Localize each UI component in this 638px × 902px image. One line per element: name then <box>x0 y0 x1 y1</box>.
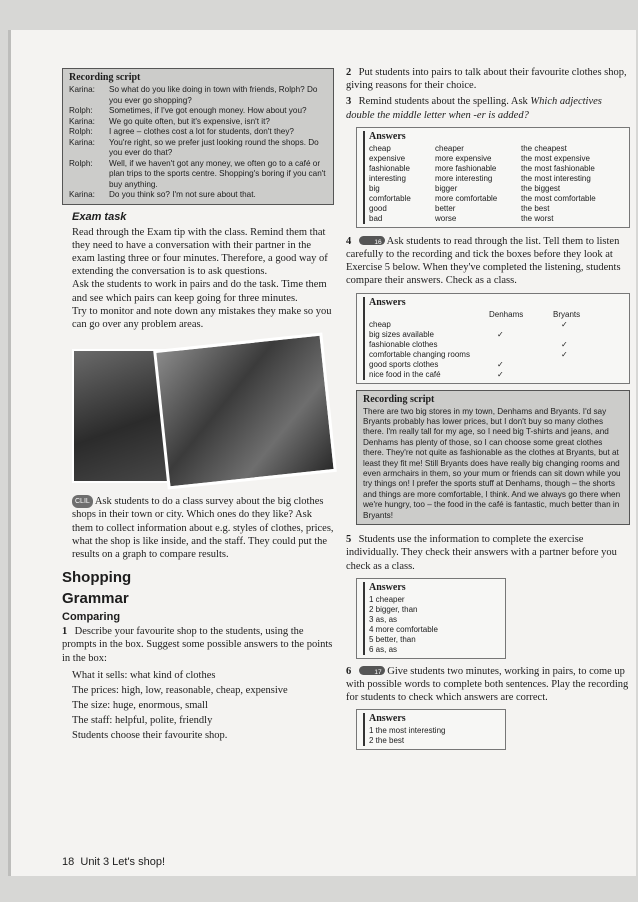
tick-mark <box>553 360 586 370</box>
exercise-4 <box>346 235 630 288</box>
dialogue-text: You're right, so we prefer just looking round the shops. Do you ever do that? <box>109 137 319 157</box>
recording-script-text: There are two big stores in my town, Denhams and Bryants. I'd say Bryants probably has lower prices, but I don't buy so many clothes there. I'm really tall for my age, so I need big T-shirts and jeans, and Denhams has plenty of those, so I can choose some great clothes there. They're not quite as fashionable as the clothes at Bryants, but at least they fit me! Still Bryants does have really big changing rooms and even armchairs in them, so your mum or friends can sit down while you try things on! I prefer the sports stuff at Denhams, though – the shorts and things are more comfortable, I think. And we always go there when we're hungry, too – the food in the café is fantastic, much better than in Bryants! <box>363 406 621 520</box>
table-cell: the biggest <box>521 183 561 193</box>
comparatives-table <box>369 144 602 224</box>
table-row <box>369 330 586 340</box>
table-cell <box>369 310 489 320</box>
exercise-number: 6 <box>346 665 352 677</box>
table-row <box>369 164 602 174</box>
table-cell: fashionable <box>369 163 410 173</box>
left-column <box>62 68 334 743</box>
tick-mark: ✓ <box>561 339 568 349</box>
tick-table <box>369 310 586 380</box>
column-header: Denhams <box>489 309 524 319</box>
section-title: Shopping <box>62 569 132 587</box>
table-cell: the worst <box>521 213 554 223</box>
section-subtitle: Grammar <box>62 590 129 608</box>
answer-item: 2 the best <box>369 736 405 746</box>
table-row <box>369 340 586 350</box>
answer-item: 1 cheaper <box>369 594 405 604</box>
speaker-name: Karina: <box>69 116 95 126</box>
tick-mark <box>553 370 586 380</box>
tick-mark: ✓ <box>561 319 568 329</box>
exercise-3 <box>346 95 630 121</box>
table-row <box>369 350 586 360</box>
answer-item: 1 the most interesting <box>369 726 446 736</box>
table-row <box>369 184 602 194</box>
dialogue-line <box>69 138 328 159</box>
dialogue-line <box>69 85 328 106</box>
table-cell: more expensive <box>435 153 492 163</box>
table-row <box>369 204 602 214</box>
tick-mark: ✓ <box>497 369 504 379</box>
photo-store-interior <box>153 333 337 490</box>
tick-mark <box>553 330 586 340</box>
section-subhead: Comparing <box>62 611 121 624</box>
unit-title: Unit 3 Let's shop! <box>80 856 166 868</box>
table-row <box>369 370 586 380</box>
exam-task-paragraph: Ask the students to work in pairs and do the task. Time them and see which pairs can keep going for three minutes. <box>72 279 327 304</box>
prompt-list <box>62 668 334 743</box>
table-cell: bad <box>369 213 383 223</box>
answer-item: 3 as, as <box>369 614 398 624</box>
table-row <box>369 154 602 164</box>
clil-badge: CLIL <box>72 495 93 508</box>
answer-item: 6 as, as <box>369 644 398 654</box>
row-label: fashionable clothes <box>369 339 438 349</box>
table-cell: the most expensive <box>521 153 590 163</box>
exercise-number: 4 <box>346 235 352 247</box>
tick-mark <box>489 350 553 360</box>
exercise-text: Describe your favourite shop to the students, using the prompts in the box. Suggest some possible answers to the points in the box: <box>62 626 333 664</box>
exercise-2 <box>346 66 630 92</box>
answers-title: Answers <box>369 130 406 142</box>
dialogue-text: Sometimes, if I've got enough money. How about you? <box>109 106 307 115</box>
prompt-item: The staff: helpful, polite, friendly <box>72 714 213 726</box>
table-cell: the most fashionable <box>521 163 595 173</box>
dialogue-text: I agree – clothes cost a lot for students, don't they? <box>109 127 294 136</box>
exercise-text: Students use the information to complete the exercise individually. They check their answers with a partner before you check as a class. <box>346 534 617 572</box>
answers-title: Answers <box>369 581 406 593</box>
column-header: Bryants <box>553 309 581 319</box>
table-cell: worse <box>435 213 457 223</box>
recording-script-title: Recording script <box>363 393 435 405</box>
exercise-6 <box>346 665 630 705</box>
dialogue-line <box>69 106 328 117</box>
exercise-1 <box>62 625 334 665</box>
answers-list <box>369 595 500 655</box>
textbook-page <box>8 30 636 876</box>
table-cell: bigger <box>435 183 458 193</box>
table-cell: more fashionable <box>435 163 497 173</box>
prompt-item: The prices: high, low, reasonable, cheap, expensive <box>72 684 288 696</box>
exercise-text: Give students two minutes, working in pairs, to come up with possible words to complete both sentences. Play the recording for students to check which answers are correct. <box>346 665 629 704</box>
answers-box-ticks <box>356 293 630 384</box>
speaker-name: Rolph: <box>69 158 93 168</box>
row-label: cheap <box>369 319 391 329</box>
page-binding-edge <box>8 30 11 876</box>
exercise-question: Which adjectives double the middle letter when -er is added? <box>346 96 602 121</box>
answer-item: 2 bigger, than <box>369 604 418 614</box>
answers-list <box>369 726 500 746</box>
table-cell: the most interesting <box>521 173 591 183</box>
row-label: nice food in the café <box>369 369 441 379</box>
row-label: good sports clothes <box>369 359 439 369</box>
speaker-name: Karina: <box>69 190 95 199</box>
tick-mark <box>489 340 553 350</box>
exam-task-paragraph: Try to monitor and note down any mistakes they make so you can go over any problem areas. <box>72 305 332 330</box>
prompt-item: Students choose their favourite shop. <box>72 729 228 741</box>
table-cell: more comfortable <box>435 193 498 203</box>
table-row <box>369 320 586 330</box>
answer-item: 4 more comfortable <box>369 624 438 634</box>
tick-mark <box>489 320 553 330</box>
row-label: comfortable changing rooms <box>369 349 470 359</box>
prompt-item: What it sells: what kind of clothes <box>72 669 216 681</box>
clil-text: Ask students to do a class survey about the big clothes shops in their town or city. Which ones do they like? Ask them to collect information about e.g. styles of clothes, prices, what the shop is like inside, and the staff. They could put the results on a graph to compare results. <box>72 496 334 560</box>
answers-title: Answers <box>369 713 406 725</box>
table-cell: good <box>369 203 387 213</box>
exercise-text: Remind students about the spelling. Ask <box>358 96 528 108</box>
speaker-name: Rolph: <box>69 127 93 136</box>
table-cell: more interesting <box>435 173 493 183</box>
table-cell: cheap <box>369 143 391 153</box>
exercise-number: 5 <box>346 534 352 546</box>
dialogue-line <box>69 117 328 128</box>
dialogue-text: We go quite often, but it's expensive, isn't it? <box>109 116 270 126</box>
dialogue-text: So what do you like doing in town with friends, Rolph? Do you ever go shopping? <box>109 85 318 105</box>
row-label: big sizes available <box>369 329 434 339</box>
dialogue-text: Do you think so? I'm not sure about that. <box>109 190 256 199</box>
page-number: 18 <box>62 856 75 868</box>
table-row <box>369 214 602 224</box>
speaker-name: Karina: <box>69 85 95 94</box>
page-footer <box>62 856 165 868</box>
answers-box-comparatives <box>356 127 630 228</box>
answer-item: 5 better, than <box>369 634 416 644</box>
shop-photos <box>62 339 332 489</box>
table-header <box>369 310 586 320</box>
answers-box-ex5 <box>356 578 506 659</box>
exercise-number: 2 <box>346 67 352 78</box>
exercise-text: Ask students to read through the list. Tell them to listen carefully to the recording and tick the boxes before they look at Exercise 5 below. When they've completed the listening, students compare their answers. Check as a class. <box>346 235 621 287</box>
tick-mark: ✓ <box>561 349 568 359</box>
audio-track-icon[interactable]: 17 <box>359 666 385 675</box>
table-cell: the best <box>521 203 550 213</box>
right-column <box>346 66 630 750</box>
speaker-name: Karina: <box>69 137 95 147</box>
exercise-5 <box>346 533 630 573</box>
exercise-text: Put students into pairs to talk about their favourite clothes shop, giving reasons for their choice. <box>346 67 627 92</box>
table-row <box>369 194 602 204</box>
answers-box-ex6 <box>356 709 506 750</box>
audio-track-icon[interactable]: 16 <box>359 236 385 245</box>
prompt-item: The size: huge, enormous, small <box>72 699 208 711</box>
table-cell: interesting <box>369 173 406 183</box>
exercise-number: 1 <box>62 626 68 638</box>
tick-mark: ✓ <box>497 329 504 339</box>
dialogue-line <box>69 190 328 201</box>
dialogue-lines <box>69 85 328 201</box>
table-cell: big <box>369 183 380 193</box>
exam-task-heading: Exam task <box>72 210 127 223</box>
recording-script-box <box>62 68 334 205</box>
answers-title: Answers <box>369 296 406 308</box>
tick-mark: ✓ <box>497 359 504 369</box>
recording-script-box-2 <box>356 390 630 525</box>
dialogue-text: Well, if we haven't got any money, we often go to a café or plan trips to the sports centre. Shopping's boring if you can't buy anything. <box>109 158 326 189</box>
dialogue-line <box>69 127 328 138</box>
exam-task-paragraph: Read through the Exam tip with the class. Remind them that they need to have a conversation with their partner in the exam lasting three or four minutes. Therefore, a good way of extending the conversation is to ask questions. <box>72 226 328 278</box>
clil-paragraph <box>62 495 334 561</box>
table-cell: cheaper <box>435 143 464 153</box>
table-cell: the cheapest <box>521 143 567 153</box>
recording-script-title: Recording script <box>69 72 141 83</box>
table-row <box>369 174 602 184</box>
table-row <box>369 360 586 370</box>
table-cell: better <box>435 203 456 213</box>
speaker-name: Rolph: <box>69 106 93 115</box>
table-cell: expensive <box>369 153 406 163</box>
dialogue-line <box>69 159 328 191</box>
table-cell: comfortable <box>369 193 411 203</box>
table-row <box>369 144 602 154</box>
exercise-number: 3 <box>346 96 352 108</box>
table-cell: the most comfortable <box>521 193 596 203</box>
